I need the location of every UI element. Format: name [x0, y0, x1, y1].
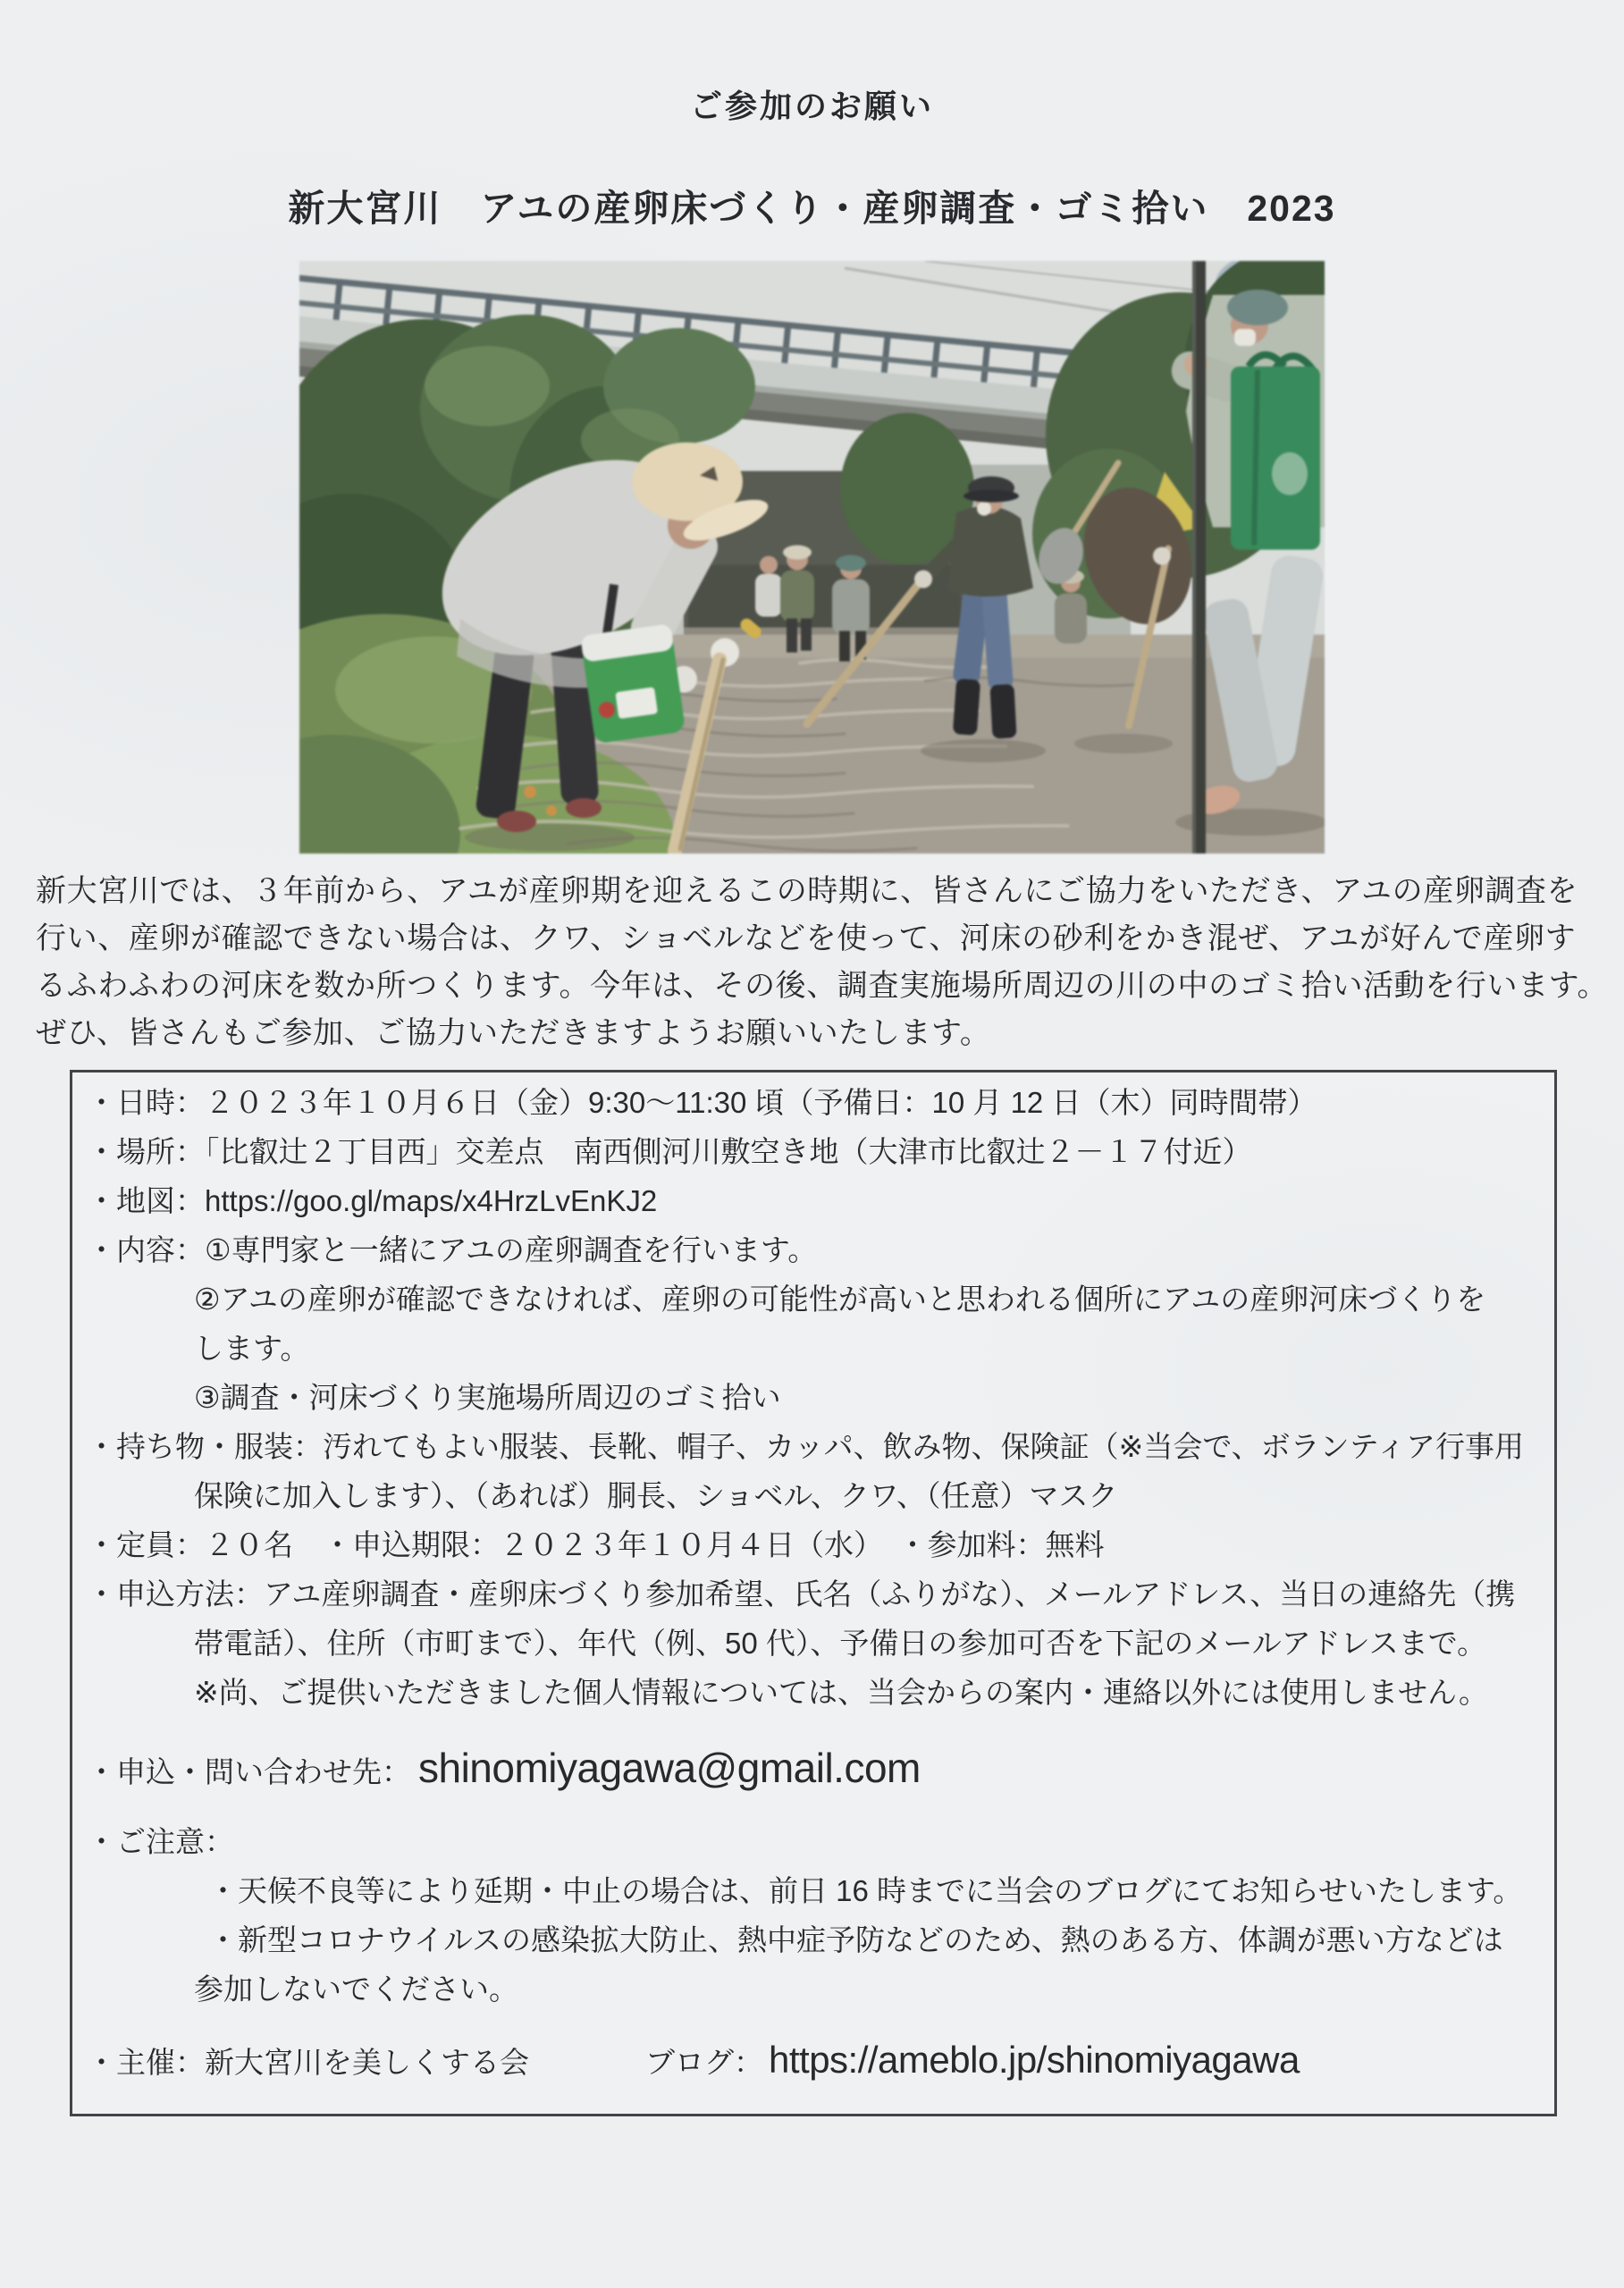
detail-row-contents-3: ③調査・河床づくり実施場所周辺のゴミ拾い [194, 1381, 781, 1414]
notice-heading: ・ご注意： [87, 1825, 234, 1858]
event-photo [299, 261, 1325, 854]
detail-row-belongings: ・持ち物・服装：汚れてもよい服装、長靴、帽子、カッパ、飲み物、保険証（※当会で、ボランティア行事用 [87, 1430, 1525, 1463]
detail-row-map: ・地図：https://goo.gl/maps/x4HrzLvEnKJ2 [87, 1184, 658, 1217]
detail-row-contents-1: ・内容：①専門家と一緒にアユの産卵調査を行います。 [87, 1233, 818, 1266]
detail-row-belongings-2: 保険に加入します）、（あれば）胴長、ショベル、クワ、（任意）マスク [194, 1479, 1118, 1512]
intro-line-2: 行い、産卵が確認できない場合は、クワ、ショベルなどを使って、河床の砂利をかき混ぜ、アユが好んで産卵す [36, 921, 1577, 955]
intro-paragraph [36, 868, 1609, 1057]
detail-row-datetime: ・日時：２０２３年１０月６日（金）9:30～11:30 頃（予備日：10 月 12 日（木）同時間帯） [87, 1086, 1317, 1119]
blog-url: https://ameblo.jp/shinomiyagawa [769, 2039, 1300, 2081]
detail-row-apply-method-2: 帯電話）、住所（市町まで）、年代（例、50 代）、予備日の参加可否を下記のメールアドレスまで。 [194, 1627, 1487, 1660]
contact-row [72, 1744, 1554, 1803]
page-title: ご参加のお願い [689, 88, 934, 124]
detail-row-place: ・場所：「比叡辻２丁目西」交差点 南西側河川敷空き地（大津市比叡辻２－１７付近） [87, 1135, 1252, 1168]
detail-row-capacity-fee: ・定員：２０名 ・申込期限：２０２３年１０月４日（水） ・参加料：無料 [87, 1528, 1105, 1561]
intro-line-1: 新大宮川では、３年前から、アユが産卵期を迎えるこの時期に、皆さんにご協力をいただき、アユの産卵調査を [36, 874, 1578, 908]
detail-row-contents-2b: します。 [194, 1332, 310, 1365]
notice-item-postpone: ・天候不良等により延期・中止の場合は、前日 16 時までに当会のブログにてお知らせいたします。 [208, 1874, 1523, 1907]
blog-label: ブログ： [645, 2046, 763, 2079]
contact-label: ・申込・問い合わせ先： [87, 1755, 411, 1788]
detail-row-apply-method: ・申込方法：アユ産卵調査・産卵床づくり参加希望、氏名（ふりがな）、メールアドレス、当日の連絡先（携 [87, 1577, 1516, 1611]
details-box [70, 1070, 1557, 2116]
river-workday-photo-illustration [299, 261, 1325, 854]
intro-line-3: るふわふわの河床を数か所つくります。今年は、その後、調査実施場所周辺の川の中のゴミ拾い活動を行います。 [36, 969, 1609, 1003]
organizer-row [72, 2039, 1554, 2094]
intro-line-4: ぜひ、皆さんもご参加、ご協力いただきますようお願いいたします。 [36, 1016, 991, 1050]
detail-row-contents-2: ②アユの産卵が確認できなければ、産卵の可能性が高いと思われる個所にアユの産卵河床づくりを [194, 1283, 1486, 1316]
contact-email: shinomiyagawa@gmail.com [418, 1745, 921, 1791]
organizer-name: ・主催：新大宮川を美しくする会 [87, 2046, 529, 2079]
notice-item-covid: ・新型コロナウイルスの感染拡大防止、熱中症予防などのため、熱のある方、体調が悪い方などは [208, 1923, 1503, 1956]
detail-row-privacy-note: ※尚、ご提供いただきました個人情報については、当会からの案内・連絡以外には使用しません。 [194, 1676, 1488, 1709]
event-title: 新大宮川 アユの産卵床づくり・産卵調査・ゴミ拾い 2023 [288, 188, 1336, 229]
notice-item-covid-2: 参加しないでください。 [194, 1973, 518, 2006]
